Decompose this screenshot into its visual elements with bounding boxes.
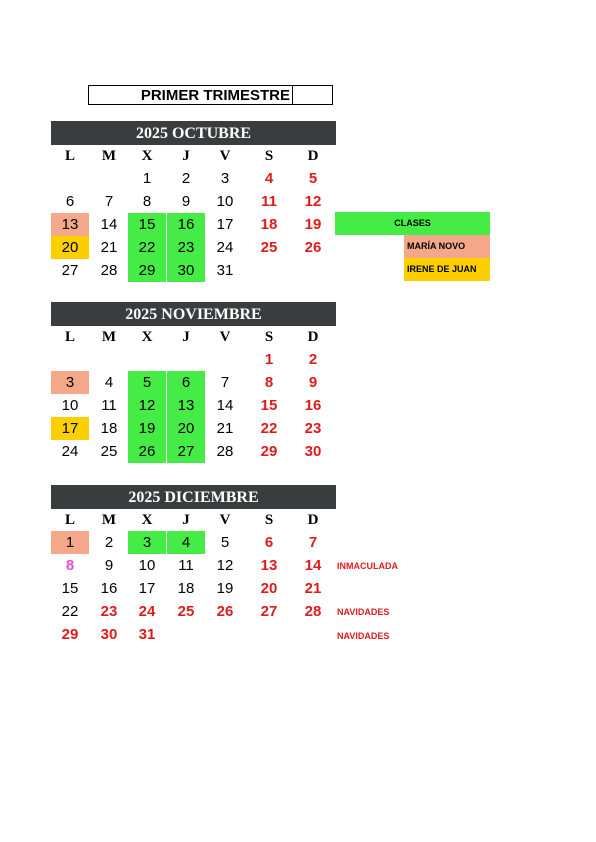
weekday-label: J: [182, 329, 190, 345]
weekday-label: S: [264, 512, 274, 528]
day-cell: 15: [61, 580, 79, 597]
day-cell: 3: [220, 170, 230, 187]
legend-clases: CLASES: [335, 212, 490, 235]
weekday-label: S: [264, 148, 274, 164]
day-cell: 17: [138, 580, 156, 597]
day-cell: 21: [216, 420, 234, 437]
day-cell: 4: [264, 170, 274, 187]
day-cell: 7: [220, 374, 230, 391]
day-cell: 7: [104, 193, 114, 210]
day-cell: 23: [100, 603, 118, 620]
weekday-label: X: [141, 329, 153, 345]
title-divider: [292, 86, 293, 104]
weekday-label: V: [219, 512, 231, 528]
title-box: [88, 85, 333, 105]
day-cell: 17: [216, 216, 234, 233]
day-cell: 2: [104, 534, 114, 551]
day-cell: 24: [138, 603, 156, 620]
day-cell: 19: [304, 216, 322, 233]
day-cell: 27: [260, 603, 278, 620]
note-inmaculada: INMACULADA: [337, 561, 398, 571]
day-cell: 21: [100, 239, 118, 256]
day-cell: 15: [128, 213, 166, 236]
day-cell: 10: [138, 557, 156, 574]
weekday-label: J: [182, 512, 190, 528]
month-header: 2025 NOVIEMBRE: [51, 302, 336, 326]
day-cell: 17: [51, 417, 89, 440]
day-cell: 26: [304, 239, 322, 256]
weekday-label: M: [101, 329, 117, 345]
weekday-label: L: [64, 148, 75, 164]
weekday-label: J: [182, 148, 190, 164]
day-cell: 25: [260, 239, 278, 256]
day-cell: 20: [260, 580, 278, 597]
day-cell: 20: [167, 417, 205, 440]
month-december: [51, 485, 336, 643]
day-cell: 2: [181, 170, 191, 187]
day-cell: 9: [181, 193, 191, 210]
day-cell: 30: [304, 443, 322, 460]
month-november: [51, 302, 336, 460]
weekday-label: L: [64, 512, 75, 528]
day-cell: 18: [260, 216, 278, 233]
day-cell: 9: [308, 374, 318, 391]
legend-maria-novo: MARÍA NOVO: [404, 235, 490, 258]
note-navidades: NAVIDADES: [337, 607, 390, 617]
day-cell: 14: [216, 397, 234, 414]
day-cell: 16: [304, 397, 322, 414]
day-cell: 23: [304, 420, 322, 437]
day-cell: 24: [61, 443, 79, 460]
day-cell: 11: [261, 193, 277, 210]
day-cell: 6: [167, 371, 205, 394]
day-cell: 4: [104, 374, 114, 391]
day-cell: 19: [216, 580, 234, 597]
day-cell: 28: [304, 603, 322, 620]
weekday-label: X: [141, 148, 153, 164]
day-cell: 10: [216, 193, 234, 210]
page-title: PRIMER TRIMESTRE: [140, 87, 290, 104]
day-cell: 16: [100, 580, 118, 597]
day-cell: 9: [104, 557, 114, 574]
day-cell: 31: [216, 262, 234, 279]
day-cell: 7: [308, 534, 318, 551]
weekday-label: V: [219, 329, 231, 345]
weekday-label: D: [307, 512, 319, 528]
note-navidades: NAVIDADES: [337, 631, 390, 641]
day-cell: 11: [101, 397, 117, 414]
weekday-label: S: [264, 329, 274, 345]
month-header: 2025 OCTUBRE: [51, 121, 336, 145]
day-cell: 20: [51, 236, 89, 259]
day-cell: 4: [167, 531, 205, 554]
day-cell: 25: [100, 443, 118, 460]
day-cell: 1: [142, 170, 152, 187]
day-cell: 29: [260, 443, 278, 460]
day-cell: 31: [138, 626, 156, 643]
day-cell: 5: [220, 534, 230, 551]
day-cell: 15: [260, 397, 278, 414]
day-cell: 5: [128, 371, 166, 394]
day-cell: 12: [128, 394, 166, 417]
day-cell: 8: [142, 193, 152, 210]
day-cell: 21: [304, 580, 322, 597]
day-cell: 30: [100, 626, 118, 643]
weekday-label: D: [307, 148, 319, 164]
day-cell: 22: [260, 420, 278, 437]
day-cell: 6: [264, 534, 274, 551]
day-cell: 5: [308, 170, 318, 187]
month-october: [51, 121, 336, 279]
day-cell: 13: [167, 394, 205, 417]
day-cell: 1: [264, 351, 274, 368]
day-cell: 28: [216, 443, 234, 460]
day-cell: 8: [65, 557, 75, 574]
day-cell: 23: [167, 236, 205, 259]
day-cell: 10: [61, 397, 79, 414]
day-cell: 27: [167, 440, 205, 463]
day-cell: 26: [128, 440, 166, 463]
day-cell: 14: [304, 557, 322, 574]
day-cell: 13: [51, 213, 89, 236]
legend-irene-de-juan: IRENE DE JUAN: [404, 258, 490, 281]
weekday-label: X: [141, 512, 153, 528]
day-cell: 27: [61, 262, 79, 279]
day-cell: 12: [216, 557, 234, 574]
weekday-label: M: [101, 512, 117, 528]
day-cell: 30: [167, 259, 205, 282]
weekday-label: D: [307, 329, 319, 345]
weekday-label: L: [64, 329, 75, 345]
day-cell: 25: [177, 603, 195, 620]
day-cell: 3: [128, 531, 166, 554]
weekday-label: M: [101, 148, 117, 164]
day-cell: 18: [177, 580, 195, 597]
day-cell: 8: [264, 374, 274, 391]
day-cell: 28: [100, 262, 118, 279]
day-cell: 22: [128, 236, 166, 259]
day-cell: 3: [51, 371, 89, 394]
day-cell: 26: [216, 603, 234, 620]
day-cell: 29: [128, 259, 166, 282]
day-cell: 19: [128, 417, 166, 440]
month-header: 2025 DICIEMBRE: [51, 485, 336, 509]
day-cell: 6: [65, 193, 75, 210]
day-cell: 29: [61, 626, 79, 643]
day-cell: 16: [167, 213, 205, 236]
day-cell: 18: [100, 420, 118, 437]
weekday-label: V: [219, 148, 231, 164]
day-cell: 22: [61, 603, 79, 620]
day-cell: 11: [178, 557, 194, 574]
day-cell: 13: [260, 557, 278, 574]
day-cell: 24: [216, 239, 234, 256]
day-cell: 1: [51, 531, 89, 554]
day-cell: 2: [308, 351, 318, 368]
day-cell: 12: [304, 193, 322, 210]
day-cell: 14: [100, 216, 118, 233]
